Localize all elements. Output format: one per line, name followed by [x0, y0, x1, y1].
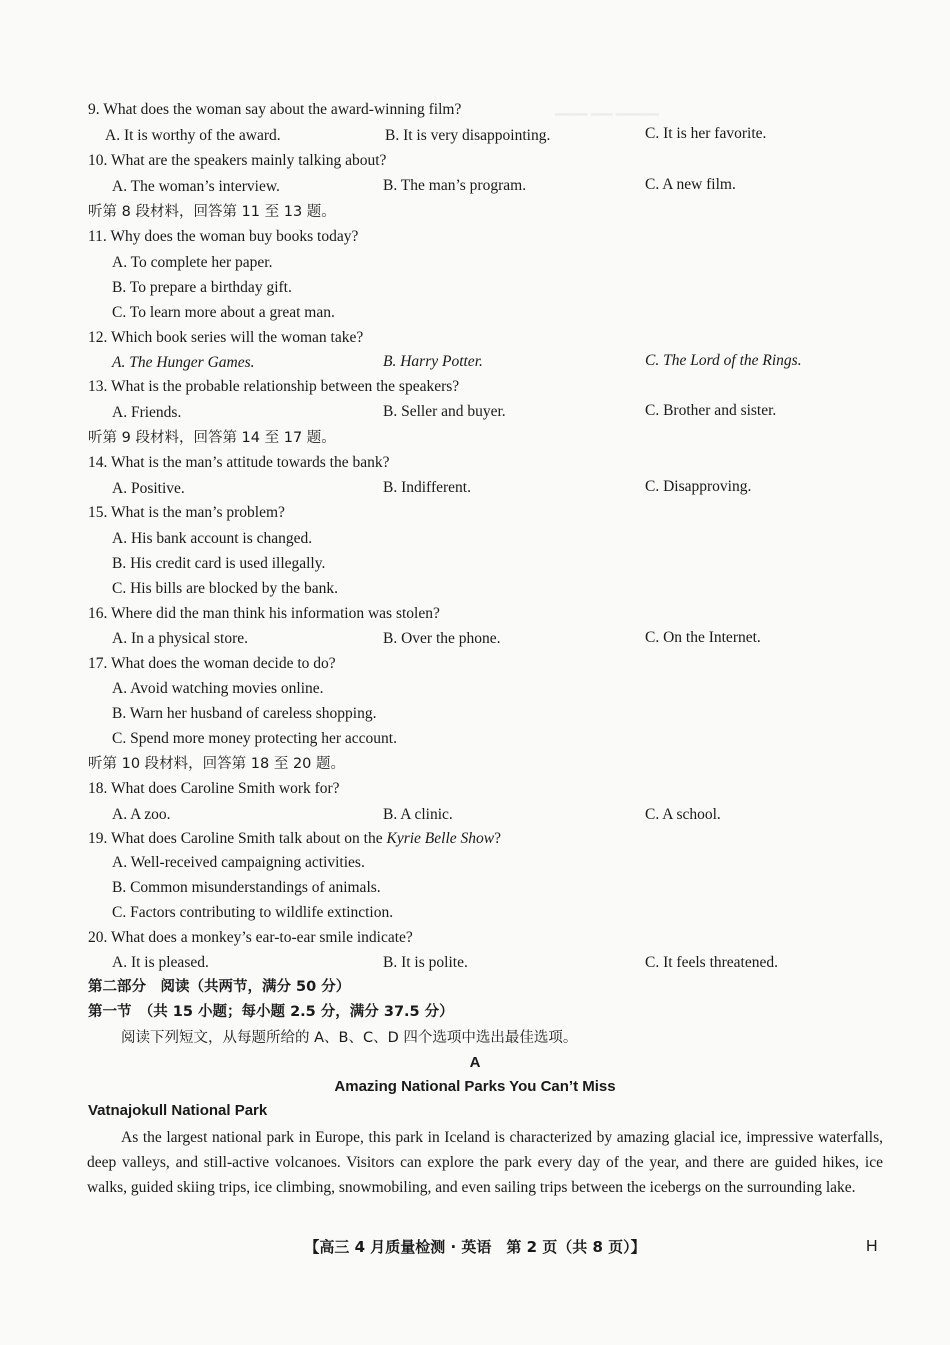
version-letter: H	[866, 1238, 878, 1255]
question-13-option-b: B. Seller and buyer.	[383, 403, 506, 420]
bleed-through-text: ▁▁▁ ▁▁ ▁▁▁▁	[555, 101, 659, 116]
question-19-option-b: B. Common misunderstandings of animals.	[112, 879, 381, 896]
question-18-option-c: C. A school.	[645, 806, 721, 823]
question-17-option-a: A. Avoid watching movies online.	[112, 680, 324, 697]
question-20: 20. What does a monkey’s ear-to-ear smile indicate?	[88, 929, 413, 946]
question-9-option-b: B. It is very disappointing.	[385, 127, 551, 144]
question-15-option-b: B. His credit card is used illegally.	[112, 555, 326, 572]
question-17: 17. What does the woman decide to do?	[88, 655, 336, 672]
passage-title: Amazing National Parks You Can’t Miss	[334, 1078, 616, 1095]
question-16: 16. Where did the man think his information was stolen?	[88, 605, 440, 622]
question-13-option-c: C. Brother and sister.	[645, 402, 777, 419]
question-14: 14. What is the man’s attitude towards the bank?	[88, 454, 390, 471]
question-11-option-b: B. To prepare a birthday gift.	[112, 279, 292, 296]
question-18-option-a: A. A zoo.	[112, 806, 171, 823]
question-18-option-b: B. A clinic.	[383, 806, 453, 823]
question-12: 12. Which book series will the woman take?	[88, 329, 364, 346]
question-20-option-b: B. It is polite.	[383, 954, 468, 971]
question-12-option-a: A. The Hunger Games.	[112, 354, 255, 371]
question-19-option-a: A. Well-received campaigning activities.	[112, 854, 365, 871]
question-16-option-b: B. Over the phone.	[383, 630, 501, 647]
question-13: 13. What is the probable relationship between the speakers?	[88, 378, 460, 395]
question-18: 18. What does Caroline Smith work for?	[88, 780, 340, 797]
passage-subtitle: Vatnajokull National Park	[88, 1102, 268, 1119]
question-17-option-c: C. Spend more money protecting her account.	[112, 730, 397, 747]
section-one-title: 第一节 （共 15 小题；每小题 2.5 分，满分 37.5 分）	[88, 1004, 454, 1020]
passage-letter: A	[469, 1054, 481, 1071]
question-11: 11. Why does the woman buy books today?	[88, 228, 359, 245]
question-10-option-b: B. The man’s program.	[383, 177, 527, 194]
question-12-option-c: C. The Lord of the Rings.	[645, 352, 802, 369]
section-header-8: 听第 8 段材料，回答第 11 至 13 题。	[88, 204, 336, 220]
question-10: 10. What are the speakers mainly talking about?	[88, 152, 387, 169]
question-9-option-a: A. It is worthy of the award.	[105, 127, 281, 144]
question-9: 9. What does the woman say about the award-winning film?	[88, 101, 462, 118]
reading-instruction: 阅读下列短文，从每题所给的 A、B、C、D 四个选项中选出最佳选项。	[121, 1030, 578, 1046]
question-14-option-a: A. Positive.	[112, 480, 185, 497]
question-19: 19. What does Caroline Smith talk about on the Kyrie Belle Show?	[88, 830, 502, 847]
passage-paragraph: As the largest national park in Europe, this park in Iceland is characterized by amazing glacial ice, impressive waterfalls, deep valleys, and still-active volcanoes. Visitors can explore the park every day of the year, and there are guided hikes, ice walks, guided skiing trips, ice climbing, snowmobiling, and even sailing trips between the icebergs on the surrounding lake.	[87, 1129, 883, 1196]
question-17-option-b: B. Warn her husband of careless shopping.	[112, 705, 377, 722]
question-12-option-b: B. Harry Potter.	[383, 353, 483, 370]
question-14-option-b: B. Indifferent.	[383, 479, 471, 496]
question-20-option-c: C. It feels threatened.	[645, 954, 778, 971]
question-16-option-a: A. In a physical store.	[112, 630, 249, 647]
page-footer: 【高三 4 月质量检测 · 英语 第 2 页（共 8 页）】	[304, 1238, 646, 1256]
question-10-option-a: A. The woman’s interview.	[112, 178, 280, 195]
question-20-option-a: A. It is pleased.	[112, 954, 209, 971]
question-15-option-a: A. His bank account is changed.	[112, 530, 313, 547]
question-11-option-a: A. To complete her paper.	[112, 254, 273, 271]
question-15: 15. What is the man’s problem?	[88, 504, 285, 521]
question-10-option-c: C. A new film.	[645, 176, 736, 193]
question-14-option-c: C. Disapproving.	[645, 478, 752, 495]
section-header-10: 听第 10 段材料，回答第 18 至 20 题。	[88, 756, 346, 772]
section-header-9: 听第 9 段材料，回答第 14 至 17 题。	[88, 430, 336, 446]
question-15-option-c: C. His bills are blocked by the bank.	[112, 580, 338, 597]
question-11-option-c: C. To learn more about a great man.	[112, 304, 335, 321]
part-two-title: 第二部分 阅读（共两节，满分 50 分）	[88, 979, 351, 995]
question-16-option-c: C. On the Internet.	[645, 629, 761, 646]
question-9-option-c: C. It is her favorite.	[645, 125, 767, 142]
question-19-option-c: C. Factors contributing to wildlife extinction.	[112, 904, 394, 921]
question-13-option-a: A. Friends.	[112, 404, 182, 421]
